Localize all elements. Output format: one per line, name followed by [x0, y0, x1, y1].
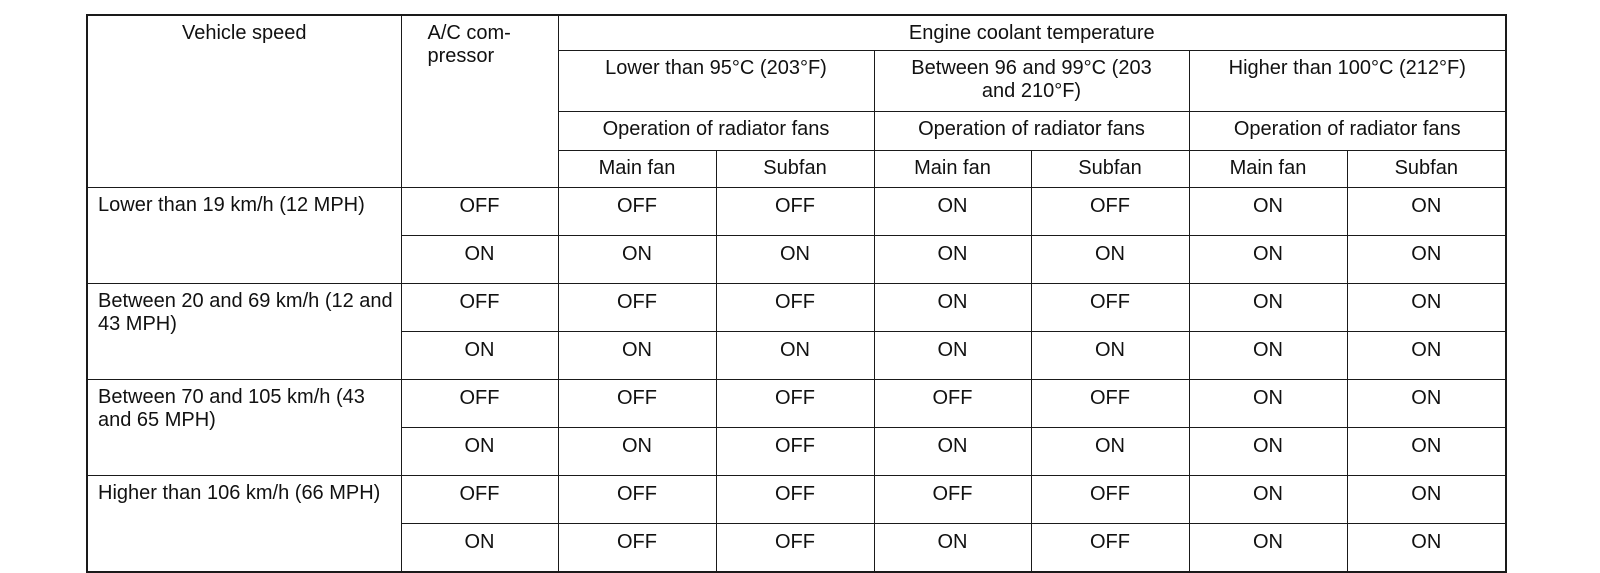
main-fan-cell: OFF	[558, 380, 716, 428]
subfan-cell: ON	[1031, 428, 1189, 476]
main-fan-cell: ON	[874, 524, 1031, 573]
main-fan-cell: ON	[1189, 332, 1347, 380]
subfan-cell: OFF	[716, 188, 874, 236]
vehicle-speed-cell: Between 20 and 69 km/h (12 and 43 MPH)	[87, 284, 401, 380]
subfan-cell: OFF	[1031, 380, 1189, 428]
subfan-cell: ON	[1031, 332, 1189, 380]
table-body	[87, 188, 1506, 573]
ac-compressor-cell: OFF	[401, 188, 558, 236]
subfan-cell: ON	[1347, 236, 1506, 284]
engine-coolant-temperature-header: Engine coolant temperature	[558, 15, 1506, 51]
subfan-cell: ON	[1347, 188, 1506, 236]
operation-header: Operation of radiator fans	[1189, 112, 1506, 151]
subfan-cell: ON	[1347, 476, 1506, 524]
subfan-cell: OFF	[716, 284, 874, 332]
main-fan-cell: OFF	[558, 284, 716, 332]
vehicle-speed-header: Vehicle speed	[87, 15, 401, 188]
main-fan-cell: OFF	[558, 188, 716, 236]
subfan-cell: ON	[1347, 428, 1506, 476]
subfan-cell: OFF	[716, 380, 874, 428]
main-fan-cell: ON	[558, 332, 716, 380]
subfan-cell: OFF	[1031, 188, 1189, 236]
main-fan-cell: OFF	[558, 524, 716, 573]
temp-range-header-text: Between 96 and 99°C (203 and 210°F)	[911, 57, 1152, 102]
table-row	[87, 380, 1506, 428]
subfan-cell: ON	[1347, 380, 1506, 428]
table-row	[87, 188, 1506, 236]
main-fan-cell: OFF	[874, 476, 1031, 524]
subfan-cell: OFF	[716, 524, 874, 573]
main-fan-cell: ON	[1189, 428, 1347, 476]
main-fan-cell: ON	[1189, 380, 1347, 428]
main-fan-cell: ON	[558, 236, 716, 284]
radiator-fan-operation-table	[86, 14, 1507, 573]
operation-header: Operation of radiator fans	[874, 112, 1189, 151]
subfan-cell: ON	[1347, 284, 1506, 332]
subfan-cell: ON	[1347, 524, 1506, 573]
ac-compressor-cell: OFF	[401, 476, 558, 524]
main-fan-cell: ON	[874, 236, 1031, 284]
header-row-1	[87, 15, 1506, 51]
vehicle-speed-cell: Lower than 19 km/h (12 MPH)	[87, 188, 401, 284]
main-fan-cell: ON	[1189, 236, 1347, 284]
main-fan-header: Main fan	[874, 151, 1031, 188]
subfan-cell: OFF	[1031, 476, 1189, 524]
subfan-cell: OFF	[1031, 284, 1189, 332]
ac-compressor-cell: ON	[401, 332, 558, 380]
main-fan-cell: ON	[874, 428, 1031, 476]
vehicle-speed-cell: Higher than 106 km/h (66 MPH)	[87, 476, 401, 573]
ac-compressor-cell: OFF	[401, 380, 558, 428]
main-fan-cell: ON	[874, 188, 1031, 236]
main-fan-cell: ON	[1189, 188, 1347, 236]
main-fan-cell: ON	[558, 428, 716, 476]
main-fan-header: Main fan	[1189, 151, 1347, 188]
subfan-cell: OFF	[1031, 524, 1189, 573]
ac-compressor-cell: ON	[401, 236, 558, 284]
table-row	[87, 284, 1506, 332]
ac-compressor-cell: ON	[401, 428, 558, 476]
ac-compressor-cell: ON	[401, 524, 558, 573]
main-fan-cell: ON	[1189, 284, 1347, 332]
main-fan-cell: ON	[1189, 476, 1347, 524]
ac-compressor-header-text: A/C com- pressor	[427, 22, 511, 67]
main-fan-cell: ON	[1189, 524, 1347, 573]
subfan-cell: ON	[716, 332, 874, 380]
temp-range-header	[874, 51, 1189, 112]
subfan-cell: OFF	[716, 428, 874, 476]
ac-compressor-cell: OFF	[401, 284, 558, 332]
subfan-header: Subfan	[716, 151, 874, 188]
main-fan-header: Main fan	[558, 151, 716, 188]
main-fan-cell: OFF	[558, 476, 716, 524]
subfan-cell: ON	[716, 236, 874, 284]
main-fan-cell: ON	[874, 332, 1031, 380]
subfan-header: Subfan	[1031, 151, 1189, 188]
vehicle-speed-cell: Between 70 and 105 km/h (43 and 65 MPH)	[87, 380, 401, 476]
ac-compressor-header	[401, 15, 558, 188]
main-fan-cell: ON	[874, 284, 1031, 332]
subfan-cell: ON	[1347, 332, 1506, 380]
subfan-header: Subfan	[1347, 151, 1506, 188]
table-row	[87, 476, 1506, 524]
subfan-cell: OFF	[716, 476, 874, 524]
temp-range-header: Higher than 100°C (212°F)	[1189, 51, 1506, 112]
temp-range-header: Lower than 95°C (203°F)	[558, 51, 874, 112]
table-header	[87, 15, 1506, 188]
main-fan-cell: OFF	[874, 380, 1031, 428]
operation-header: Operation of radiator fans	[558, 112, 874, 151]
subfan-cell: ON	[1031, 236, 1189, 284]
